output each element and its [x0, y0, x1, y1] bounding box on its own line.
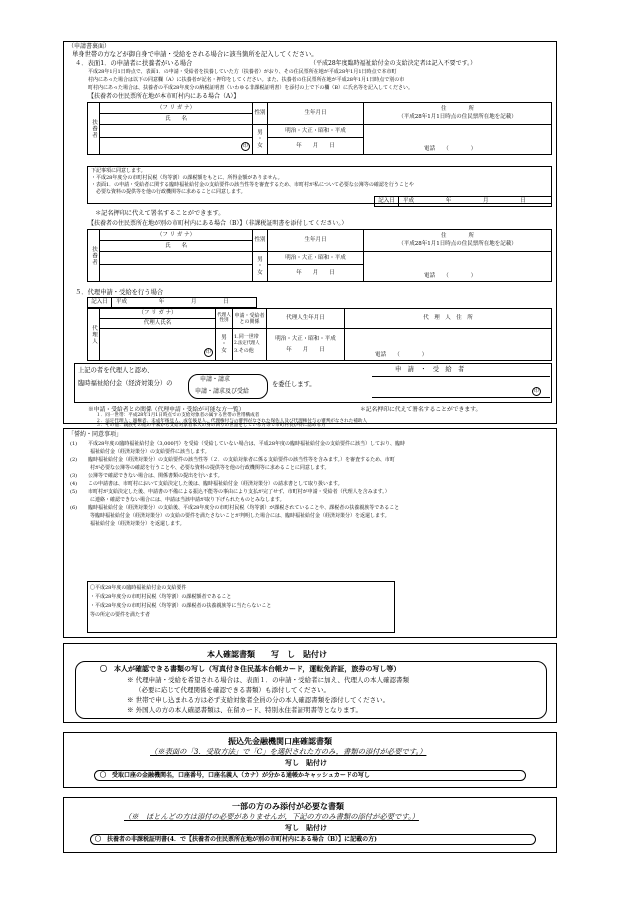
agent-birth-label: 代理人生年月日 [267, 309, 345, 329]
name-label: 氏 名 [100, 114, 253, 125]
address-label-b: 住 所 [440, 233, 474, 240]
delegate-opt-2[interactable]: 申請・請求及び受給 [195, 388, 250, 395]
name-input[interactable] [100, 138, 253, 155]
era-heisei-agent: 平成 [116, 299, 128, 306]
agent-sex-f: 女 [221, 347, 227, 354]
relation-label: 申請・受給者との関係 [233, 309, 267, 329]
req-head: 〇平成28年度の臨時福祉給付金の支給要件 [90, 585, 187, 591]
address-header [364, 103, 552, 125]
pledge-item-line: 市町村が支給決定した後、申請書の不備による振込不能等の事由により支払が完了せず、市町村が申請・受給者（代理人を含みます。） [88, 489, 390, 495]
month-label-agent: 月 [191, 299, 197, 306]
s4-body-2: 村内にあった場合は以下の同意欄（A）に扶養者が記名・押印をしてください。また、扶養者の住民票所在地が平成28年1月1日時点で別の市 [88, 77, 405, 83]
relation-line-3: ３．その他：親族その他の平素から支給対象者本人の身の回りの世話をしている方等で市町村長が特に認める方 [96, 423, 326, 428]
address-sublabel-b: （平成28年1月1日時点の住民票所在地を記載） [398, 240, 517, 247]
entry-date-label: 記入日 [375, 197, 399, 207]
pledge-item-line: 臨時福祉給付金（経済対策分）の支給後、平成28年度分の市町村民税（均等割）が課税されていることや、課税者の扶養親族等であること [88, 505, 400, 511]
sex-m-b: 男 [257, 256, 263, 263]
relation-line-1: １．同一世帯：平成28年1月1日時点での支給対象者の属する世帯の世帯構成者 [96, 413, 260, 418]
name-label-b: 氏 名 [100, 241, 253, 252]
furigana-input-b[interactable] [100, 252, 253, 265]
furigana-label-b: （フ リ ガ ナ） [100, 230, 253, 241]
delegate-line-3: を委任します。 [272, 381, 316, 388]
id-line-1: 〇 本人が確認できる書類の写し（写真付き住民基本台帳カード，運転免許証，旅券の写し等） [100, 664, 401, 673]
address-header-b [364, 230, 552, 252]
pledge-item-number: (4) [70, 481, 78, 487]
entry-date-input[interactable] [399, 197, 552, 207]
agent-name-input[interactable] [100, 329, 216, 361]
pledge-item-line: 等臨時福祉給付金（経済対策分）の支給の要件を満たさないことが判明した場合には、臨時福祉給付金（経済対策分）を返還します。 [90, 513, 390, 519]
applicant-divider [372, 376, 550, 377]
entry-date-agent [87, 297, 257, 308]
s4-body-1: 平成28年1月1日時点で、表面1．の申請・受給者を扶養していた方（扶養者）がおり、その住民票所在地が平成28年1月1日時点で本市町 [88, 69, 397, 75]
agent-sex-m: 男 [221, 334, 227, 341]
birthdate-label: 生年月日 [268, 103, 364, 125]
year-label-agent: 年 [158, 299, 165, 306]
delegate-line-2: 臨時福祉給付金（経済対策分）の [78, 380, 173, 387]
req-line-1: ・平成28年度分の市町村民税（均等割）の課税額者であること [90, 594, 232, 600]
partial-line: 〇 扶養者の非課税証明書(4．で【扶養者の住民票所在地が別の市町村内にある場合（B）】に記載の方) [95, 836, 377, 843]
id-line-5: ※ 外国人の方の本人確認書類は、在留カード、特別永住者証明書等となります。 [127, 706, 362, 714]
partial-title: 一部の方のみ添付が必要な書類 [232, 801, 344, 811]
s4-title: ４．表面1．の申請者に扶養者がいる場合 [75, 60, 193, 67]
agent-ymd: 年 月 日 [286, 346, 325, 353]
pledge-item-line: 平成28年度の臨時福祉給付金（3,000円）を受給（受給していない場合は、平成28年度の臨時福祉給付金の支給要件に該当）しており、臨時 [88, 441, 406, 447]
agent-address-label: 代 理 人 住 所 [345, 309, 552, 329]
id-line-2: ※ 代理申請・受給を希望される場合は、表面１．の申請・受給者に加え、代理人の本人確認書類 [127, 676, 409, 684]
agent-sex-label: 代理人性別 [216, 309, 233, 329]
relation-sign-note: ＊記名押印に代えて署名することができます。 [360, 407, 482, 413]
tel-field: 電話 （ ） [424, 146, 477, 153]
supporter-table-a [87, 102, 552, 155]
relation-opt-2: 2.法定代理人 [234, 341, 260, 347]
case-a-title: 【扶養者の住民票所在地が本市町村内にある場合（A）】 [88, 93, 240, 100]
agent-seal-icon: 印 [205, 349, 211, 355]
applicant-label: 申 請 ・ 受 給 者 [395, 366, 465, 373]
pledge-item-number: (2) [70, 457, 78, 463]
sex-select-b[interactable] [253, 252, 268, 282]
delegate-opt-1[interactable]: 申請・請求 [200, 376, 231, 383]
consent-line-3: 必要な資料の提供等を他の行政機関等に求めることに同意します。 [91, 189, 246, 195]
year-label: 年 [445, 198, 452, 205]
sex-select[interactable] [253, 125, 268, 155]
bank-line: 〇 受取口座の金融機関名，口座番号，口座名義人（カナ）が分かる通帳かキャッシュカードの写し [100, 772, 370, 779]
day-label-agent: 日 [223, 299, 229, 306]
birthdate-label-b: 生年月日 [268, 230, 364, 252]
sex-f-b: 女 [257, 269, 263, 276]
agent-sex-select[interactable] [216, 329, 233, 361]
consent-line-1: ・平成28年度分の市町村民税（均等割）の課税額をもとに、所得金額がありません。 [91, 175, 283, 181]
agent-address-input[interactable] [345, 329, 552, 361]
sign-note-a: ＊記名押印に代えて署名することができます。 [95, 210, 225, 217]
s4-title-note: （平成28年度臨時福祉給付金の支給決定者は記入不要です。） [310, 60, 477, 67]
id-line-4: ※ 世帯で申し込まれる方は必ず支給対象者全員の分の本人確認書類を添付してください。 [127, 696, 390, 704]
sex-dot: ・ [257, 136, 263, 143]
agent-furigana-label: （フ リ ガ ナ） [100, 309, 216, 319]
agent-name-label: 代理人氏名 [100, 319, 216, 329]
entry-date-label-agent: 記入日 [88, 298, 112, 308]
back-header: （申請書裏面） [68, 43, 111, 50]
sex-label-b: 性別 [253, 230, 268, 252]
consent-line-2: ・表面1．の申請・受給者に関する臨時福祉給付金の支給要件の該当性等を審査するため、市町村が私について必要な公簿等の確認を行うことや [91, 182, 414, 188]
id-line-3: （必要に応じて代理関係を確認できる書類）も添付してください。 [135, 686, 330, 694]
relation-opt-1: 1.同一世帯 [234, 333, 259, 340]
sex-m: 男 [257, 129, 263, 136]
pledge-item-line: 村が必要な公簿等の確認を行うことや、必要な資料の提供等を他の行政機関等に求めることに同意します。 [90, 465, 330, 471]
relation-opt-3: 3.その他 [234, 347, 254, 354]
pledge-title: 「誓約・同意事項」 [68, 431, 123, 438]
pledge-item-line: 臨時福祉給付金（経済対策分）の支給要件の該当性等（２．の支給対象者に係る支給要件の該当性等を含みます。）を審査するため、市町 [88, 457, 395, 463]
entry-date-a [374, 196, 552, 207]
pledge-item-number: (6) [70, 505, 78, 511]
day-label: 日 [520, 198, 526, 205]
address-input-b[interactable] [364, 252, 552, 282]
single-note: 単身世帯の方などが御自身で申請・受給をされる場合に該当箇所を記入してください。 [72, 51, 318, 58]
applicant-seal-icon: 印 [533, 388, 539, 394]
pledge-item-number: (1) [70, 441, 78, 447]
era-heisei: 平成 [403, 198, 415, 205]
entry-date-input-agent[interactable] [112, 298, 257, 308]
name-input-b[interactable] [100, 265, 253, 282]
supporter-table-b [87, 229, 552, 282]
delegate-line-1: 上記の者を代理人と認め、 [78, 367, 154, 374]
case-b-title: 【扶養者の住民票所在地が別の市町村内にある場合（B）】（非課税証明書を添付してください。） [88, 220, 348, 227]
bank-sub: （※表面の「3．受取方法」で「C」を選択された方のみ，書類の添付が必要です。） [150, 747, 427, 756]
supporter-label-b: 扶養者 [88, 230, 100, 282]
address-sublabel: （平成28年1月1日時点の住民票所在地を記載） [398, 113, 517, 120]
agent-sex-dot: ・ [221, 341, 227, 348]
pledge-item-line: 公簿等で確認できない場合は、関係書類の提出を行います。 [88, 473, 223, 479]
era-select-b[interactable]: 明治・大正・昭和・平成 [268, 252, 364, 265]
s5-title: ５．代理申請・受給を行う場合 [75, 289, 164, 296]
sex-label: 性別 [253, 103, 268, 125]
id-title: 本人確認書類 写 し 貼付け [207, 649, 327, 659]
tel-field-b: 電話 （ ） [424, 273, 477, 280]
s4-body-3: 町村内にあった場合は、扶養者の平成28年度分の納税証明書（いわゆる非課税証明書）を添付の上で下の欄（B）に氏名等を記入してください。 [88, 85, 413, 91]
sex-dot-b: ・ [257, 263, 263, 270]
applicant-sign-line[interactable] [372, 397, 550, 398]
furigana-input[interactable] [100, 125, 253, 138]
month-label: 月 [483, 198, 489, 205]
bank-paste: 写し 貼付け [285, 758, 327, 767]
era-select[interactable]: 明治・大正・昭和・平成 [268, 125, 364, 138]
agent-label: 代理人 [88, 309, 100, 361]
relation-select[interactable] [233, 329, 267, 361]
pledge-item-number: (5) [70, 489, 78, 495]
pledge-item-number: (3) [70, 473, 78, 479]
furigana-label: （フ リ ガ ナ） [100, 103, 253, 114]
relation-line-2: ２．法定代理人：親権者、未成年後見人、成年後見人、代理権付与の審判がなされた保佐人及び代理権付与の審判がなされた補助人 [96, 418, 368, 424]
seal-icon: 印 [242, 142, 248, 149]
req-line-2: ・平成28年度分の市町村民税（均等割）の課税者の扶養親族等に当たらないこと [90, 603, 272, 609]
relation-head: ※申請・受給者との関係（代理申請・受給が可能な方一覧） [88, 407, 245, 413]
pledge-item-line: 福祉給付金（経済対策分）を返還します。 [90, 521, 185, 527]
agent-era: 明治・大正・昭和・平成 [275, 335, 336, 342]
pledge-item-line: 福祉給付金（経済対策分）の支給要件に該当します。 [90, 449, 210, 455]
consent-head: 下記事項に同意します。 [91, 168, 146, 174]
sex-f: 女 [257, 142, 263, 149]
birthdate-input-b[interactable]: 年 月 日 [268, 265, 364, 282]
agent-table [87, 308, 552, 361]
address-label: 住 所 [440, 106, 474, 113]
agent-tel: 電話 （ ） [375, 352, 428, 359]
req-line-3: 等の所定の要件を満たす者 [90, 612, 151, 618]
pledge-item-line: この申請書は、市町村において支給決定した後は、臨時福祉給付金（経済対策分）の請求書として取り扱います。 [88, 481, 343, 487]
agent-birth-input[interactable] [267, 329, 345, 361]
supporter-label: 扶養者 [88, 103, 100, 155]
address-input[interactable] [364, 125, 552, 155]
bank-title: 振込先金融機関口座確認書類 [228, 736, 332, 746]
partial-paste: 写し 貼付け [285, 823, 327, 832]
pledge-item-line: に連絡・確認できない場合には、申請は当該申請が取り下げられたものとみなします。 [90, 497, 285, 503]
birthdate-input[interactable]: 年 月 日 [268, 138, 364, 155]
partial-sub: （※ ほとんどの方は添付の必要がありませんが，下記の方のみ書類の添付が必要です。） [124, 812, 419, 821]
